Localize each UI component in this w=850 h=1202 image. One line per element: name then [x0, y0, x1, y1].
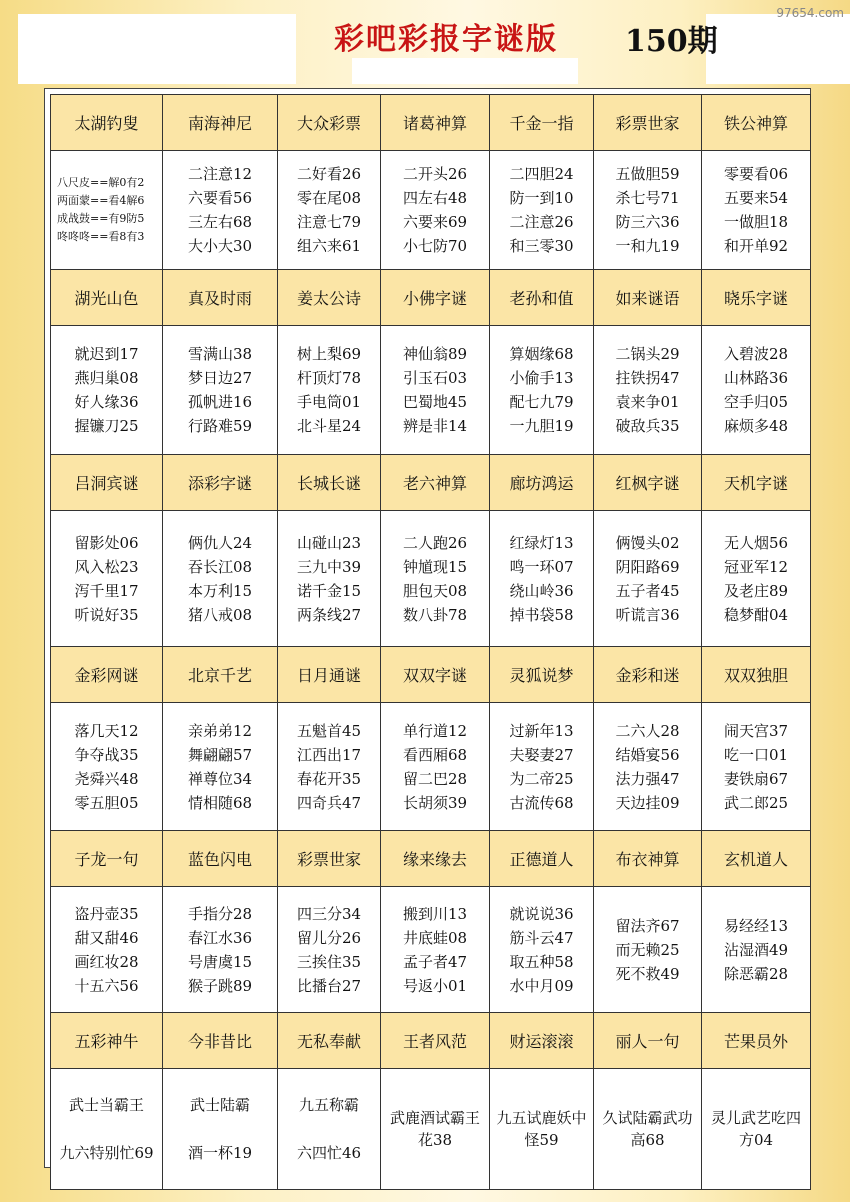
riddle-line: 算姻缘68 [509, 345, 574, 363]
riddle-cell [163, 887, 278, 1013]
riddle-line: 防三六36 [615, 213, 680, 231]
column-header: 王者风范 [381, 1013, 490, 1069]
riddle-line: 过新年13 [509, 721, 574, 740]
riddle-line: 巴蜀地45 [402, 393, 468, 411]
riddle-line: 和开单92 [723, 237, 789, 255]
riddle-line: 破敌兵35 [615, 417, 680, 435]
riddle-line: 江西出17 [296, 745, 362, 764]
white-mask-right [706, 14, 850, 84]
column-header: 今非昔比 [163, 1013, 278, 1069]
riddle-line: 号返小01 [402, 976, 468, 995]
riddle-line: 两面蒙==看4解6 [57, 194, 145, 207]
riddle-line: 单行道12 [402, 721, 468, 740]
section-header-row [51, 831, 811, 887]
riddle-line: 留影处06 [74, 533, 139, 552]
riddle-line: 取五种58 [509, 952, 574, 971]
section-body-row [51, 511, 811, 647]
riddle-cell [490, 326, 594, 455]
riddle-cell [381, 151, 490, 270]
column-header: 正德道人 [490, 831, 594, 887]
riddle-line: 五要来54 [723, 189, 789, 207]
riddle-cell [702, 151, 811, 270]
riddle-line: 结婚宴56 [615, 745, 680, 764]
riddle-line: 春江水36 [187, 928, 253, 947]
riddle-line: 二好看26 [296, 165, 362, 183]
riddle-line: 就说说36 [509, 904, 574, 923]
riddle-cell [163, 1069, 278, 1190]
riddle-line: 配七九79 [509, 393, 574, 411]
riddle-cell [278, 511, 381, 647]
riddle-line: 武士当霸王 [68, 1096, 144, 1114]
riddle-line: 袁来争01 [615, 393, 680, 411]
riddle-line: 一和九19 [615, 237, 680, 255]
riddle-line: 俩仇人24 [187, 533, 253, 552]
riddle-line: 掉书袋58 [509, 605, 574, 624]
column-header: 廊坊鸿运 [490, 455, 594, 511]
column-header: 大众彩票 [278, 95, 381, 151]
riddle-line: 小偷手13 [509, 369, 574, 387]
riddle-line: 四奇兵47 [296, 793, 362, 812]
riddle-line: 闹天宫37 [723, 721, 789, 740]
riddle-line: 五做胆59 [615, 165, 680, 183]
riddle-line: 二开头26 [402, 165, 468, 183]
riddle-line: 胆包天08 [402, 581, 468, 600]
riddle-line: 六四忙46 [296, 1144, 362, 1162]
riddle-line: 猴子跳89 [187, 976, 253, 995]
riddle-line: 孤帆进16 [187, 393, 253, 411]
riddle-line: 武二郎25 [723, 793, 789, 812]
riddle-line: 零要看06 [723, 165, 789, 183]
riddle-cell [51, 1069, 163, 1190]
riddle-cell [594, 151, 702, 270]
column-header: 灵狐说梦 [490, 647, 594, 703]
riddle-line: 五魁首45 [296, 721, 362, 740]
riddle-cell [278, 326, 381, 455]
column-header: 天机字谜 [702, 455, 811, 511]
riddle-cell [381, 326, 490, 455]
column-header: 无私奉献 [278, 1013, 381, 1069]
riddle-line: 二人跑26 [402, 533, 468, 552]
white-mask-left [18, 14, 296, 84]
riddle-cell [490, 511, 594, 647]
section-header-row [51, 95, 811, 151]
riddle-line: 沾湿酒49 [723, 940, 789, 959]
column-header: 真及时雨 [163, 270, 278, 326]
riddle-cell [51, 326, 163, 455]
riddle-line: 情相随68 [187, 793, 253, 812]
riddle-line: 杆顶灯78 [296, 369, 362, 387]
riddle-cell [381, 1069, 490, 1190]
section-body-row [51, 1069, 811, 1190]
riddle-line: 留二巴28 [402, 769, 468, 788]
column-header: 彩票世家 [278, 831, 381, 887]
riddle-cell [163, 326, 278, 455]
riddle-line: 梦日边27 [187, 369, 253, 387]
riddle-line: 三挨住35 [296, 952, 362, 971]
section-header-row [51, 455, 811, 511]
riddle-line: 二注意26 [509, 213, 574, 231]
riddle-line: 古流传68 [509, 793, 574, 812]
riddle-line: 死不救49 [615, 964, 680, 983]
section-header-row [51, 647, 811, 703]
column-header: 红枫字谜 [594, 455, 702, 511]
riddle-line: 小七防70 [402, 237, 468, 255]
riddle-line: 禅尊位34 [187, 769, 253, 788]
riddle-line: 绕山岭36 [509, 581, 574, 600]
riddle-line: 雪满山38 [187, 345, 253, 363]
riddle-line: 争夺战35 [74, 745, 139, 764]
riddle-line: 号唐虞15 [187, 952, 253, 971]
column-header: 财运滚滚 [490, 1013, 594, 1069]
column-header: 玄机道人 [702, 831, 811, 887]
riddle-line: 二四胆24 [509, 165, 574, 183]
riddle-line: 比播台27 [296, 976, 362, 995]
riddle-line: 树上梨69 [296, 345, 362, 363]
riddle-line: 二锅头29 [615, 345, 680, 363]
riddle-cell [278, 1069, 381, 1190]
riddle-line: 大小大30 [187, 237, 253, 255]
riddle-line: 山碰山23 [296, 533, 362, 552]
riddle-line: 孟子者47 [402, 952, 468, 971]
riddle-line: 猪八戒08 [187, 605, 253, 624]
column-header: 如来谜语 [594, 270, 702, 326]
riddle-line: 组六来61 [296, 237, 362, 255]
riddle-line: 久试陆霸武功高68 [602, 1109, 693, 1149]
riddle-cell [51, 511, 163, 647]
riddle-cell [594, 326, 702, 455]
riddle-line: 为二帝25 [509, 769, 574, 788]
riddle-line: 泻千里17 [74, 581, 139, 600]
riddle-line: 六要来69 [402, 213, 468, 231]
column-header: 丽人一句 [594, 1013, 702, 1069]
riddle-line: 诺千金15 [296, 581, 362, 600]
column-header: 芒果员外 [702, 1013, 811, 1069]
column-header: 金彩网谜 [51, 647, 163, 703]
riddle-cell [702, 703, 811, 831]
riddle-line: 注意七79 [296, 213, 362, 231]
riddle-cell [490, 1069, 594, 1190]
riddle-line: 九六特别忙69 [59, 1144, 154, 1162]
riddle-line: 本万利15 [187, 581, 253, 600]
riddle-cell [381, 887, 490, 1013]
column-header: 子龙一句 [51, 831, 163, 887]
riddle-line: 春花开35 [296, 769, 362, 788]
riddle-cell [490, 703, 594, 831]
riddle-line: 酒一杯19 [187, 1144, 253, 1162]
column-header: 南海神尼 [163, 95, 278, 151]
riddle-cell [278, 703, 381, 831]
riddle-line: 搬到川13 [402, 904, 468, 923]
column-header: 晓乐字谜 [702, 270, 811, 326]
riddle-line: 夫娶妻27 [509, 745, 574, 764]
section-header-row [51, 270, 811, 326]
riddle-line: 手电筒01 [296, 393, 362, 411]
riddle-line: 五子者45 [615, 581, 680, 600]
riddle-cell [381, 511, 490, 647]
riddle-line: 咚咚咚==看8有3 [57, 230, 145, 243]
riddle-line: 空手归05 [723, 393, 789, 411]
riddle-line: 两条线27 [296, 605, 362, 624]
riddle-line: 吞长江08 [187, 557, 253, 576]
riddle-line: 九五试鹿妖中怪59 [496, 1109, 587, 1149]
riddle-line: 武士陆霸 [189, 1096, 250, 1114]
riddle-line: 麻烦多48 [723, 417, 789, 435]
riddle-line: 天边挂09 [615, 793, 680, 812]
column-header: 五彩神牛 [51, 1013, 163, 1069]
riddle-table [50, 94, 811, 1190]
riddle-line: 吃一口01 [723, 745, 789, 764]
riddle-line: 画红妆28 [74, 952, 139, 971]
column-header: 老六神算 [381, 455, 490, 511]
riddle-line: 握镰刀25 [74, 417, 139, 435]
riddle-line: 和三零30 [509, 237, 574, 255]
column-header: 添彩字谜 [163, 455, 278, 511]
riddle-line: 稳梦酣04 [723, 605, 789, 624]
riddle-line: 红绿灯13 [509, 533, 574, 552]
riddle-line: 法力强47 [615, 769, 680, 788]
column-header: 老孙和值 [490, 270, 594, 326]
riddle-line: 舞翩翩57 [187, 745, 253, 764]
riddle-cell [490, 887, 594, 1013]
riddle-line: 引玉石03 [402, 369, 468, 387]
riddle-line: 行路难59 [187, 417, 253, 435]
section-header-row [51, 1013, 811, 1069]
riddle-line: 九五称霸 [298, 1096, 359, 1114]
riddle-line: 拄铁拐47 [615, 369, 680, 387]
riddle-cell [163, 511, 278, 647]
riddle-cell [51, 887, 163, 1013]
riddle-cell [702, 326, 811, 455]
riddle-cell [163, 151, 278, 270]
riddle-line: 二注意12 [187, 165, 253, 183]
riddle-line: 四左右48 [402, 189, 468, 207]
riddle-cell [594, 1069, 702, 1190]
riddle-line: 北斗星24 [296, 417, 362, 435]
column-header: 湖光山色 [51, 270, 163, 326]
column-header: 太湖钓叟 [51, 95, 163, 151]
riddle-line: 听说好35 [74, 605, 139, 624]
riddle-line: 就迟到17 [74, 345, 139, 363]
riddle-line: 听谎言36 [615, 605, 680, 624]
riddle-line: 武鹿酒试霸王花38 [389, 1109, 480, 1149]
column-header: 双双字谜 [381, 647, 490, 703]
column-header: 姜太公诗 [278, 270, 381, 326]
section-body-row [51, 703, 811, 831]
section-body-row [51, 151, 811, 270]
riddle-line: 无人烟56 [723, 533, 789, 552]
riddle-line: 山林路36 [723, 369, 789, 387]
riddle-cell [163, 703, 278, 831]
riddle-line: 妻铁扇67 [723, 769, 789, 788]
riddle-line: 盗丹壶35 [74, 904, 139, 923]
riddle-line: 数八卦78 [402, 605, 468, 624]
riddle-cell [594, 887, 702, 1013]
riddle-line: 好人缘36 [74, 393, 139, 411]
riddle-line: 零在尾08 [296, 189, 362, 207]
riddle-line: 及老庄89 [723, 581, 789, 600]
riddle-cell [594, 703, 702, 831]
riddle-line: 防一到10 [509, 189, 574, 207]
riddle-cell [51, 703, 163, 831]
riddle-line: 留儿分26 [296, 928, 362, 947]
riddle-line: 六要看56 [187, 189, 253, 207]
column-header: 铁公神算 [702, 95, 811, 151]
riddle-line: 一九胆19 [509, 417, 574, 435]
riddle-line: 三九中39 [296, 557, 362, 576]
riddle-line: 亲弟弟12 [187, 721, 253, 740]
column-header: 彩票世家 [594, 95, 702, 151]
riddle-line: 阴阳路69 [615, 557, 680, 576]
riddle-cell [702, 1069, 811, 1190]
column-header: 日月通谜 [278, 647, 381, 703]
riddle-line: 尧舜兴48 [74, 769, 139, 788]
riddle-cell [594, 511, 702, 647]
issue-number: 150期 [625, 24, 718, 59]
column-header: 布衣神算 [594, 831, 702, 887]
riddle-line: 甜又甜46 [74, 928, 139, 947]
riddle-line: 除恶霸28 [723, 964, 789, 983]
riddle-line: 钟馗现15 [402, 557, 468, 576]
riddle-line: 而无赖25 [615, 940, 680, 959]
riddle-line: 井底蛙08 [402, 928, 468, 947]
page-title: 彩吧彩报字谜版 [334, 22, 558, 57]
riddle-line: 灵儿武艺吃四方04 [710, 1109, 801, 1149]
riddle-line: 成战鼓==有9防5 [57, 212, 145, 225]
riddle-line: 看西厢68 [402, 745, 468, 764]
riddle-line: 杀七号71 [615, 189, 680, 207]
column-header: 长城长谜 [278, 455, 381, 511]
riddle-line: 筋斗云47 [509, 928, 574, 947]
riddle-line: 长胡须39 [402, 793, 468, 812]
riddle-line: 水中月09 [509, 976, 574, 995]
riddle-line: 入碧波28 [723, 345, 789, 363]
riddle-line: 四三分34 [296, 904, 362, 923]
riddle-line: 冠亚军12 [723, 557, 789, 576]
column-header: 诸葛神算 [381, 95, 490, 151]
riddle-line: 二六人28 [615, 721, 680, 740]
column-header: 千金一指 [490, 95, 594, 151]
riddle-line: 三左右68 [187, 213, 253, 231]
riddle-line: 风入松23 [74, 557, 139, 576]
riddle-line: 俩馒头02 [615, 533, 680, 552]
riddle-cell [490, 151, 594, 270]
riddle-cell [381, 703, 490, 831]
riddle-line: 十五六56 [74, 976, 139, 995]
riddle-cell [702, 887, 811, 1013]
riddle-line: 神仙翁89 [402, 345, 468, 363]
riddle-line: 辨是非14 [402, 417, 468, 435]
column-header: 北京千艺 [163, 647, 278, 703]
column-header: 吕洞宾谜 [51, 455, 163, 511]
column-header: 双双独胆 [702, 647, 811, 703]
riddle-cell [278, 887, 381, 1013]
riddle-line: 零五胆05 [74, 793, 139, 812]
column-header: 缘来缘去 [381, 831, 490, 887]
column-header: 蓝色闪电 [163, 831, 278, 887]
riddle-cell [51, 151, 163, 270]
column-header: 金彩和迷 [594, 647, 702, 703]
riddle-line: 鸣一环07 [509, 557, 574, 576]
section-body-row [51, 326, 811, 455]
riddle-cell [278, 151, 381, 270]
section-body-row [51, 887, 811, 1013]
riddle-line: 手指分28 [187, 904, 253, 923]
riddle-line: 落几天12 [74, 721, 139, 740]
column-header: 小佛字谜 [381, 270, 490, 326]
site-watermark: 97654.com [776, 6, 844, 20]
white-mask-center [352, 58, 578, 84]
riddle-line: 易经经13 [723, 916, 789, 935]
riddle-line: 八尺皮==解0有2 [57, 176, 145, 189]
riddle-line: 燕归巢08 [74, 369, 139, 387]
riddle-line: 留法齐67 [615, 916, 680, 935]
riddle-cell [702, 511, 811, 647]
riddle-line: 一做胆18 [723, 213, 789, 231]
